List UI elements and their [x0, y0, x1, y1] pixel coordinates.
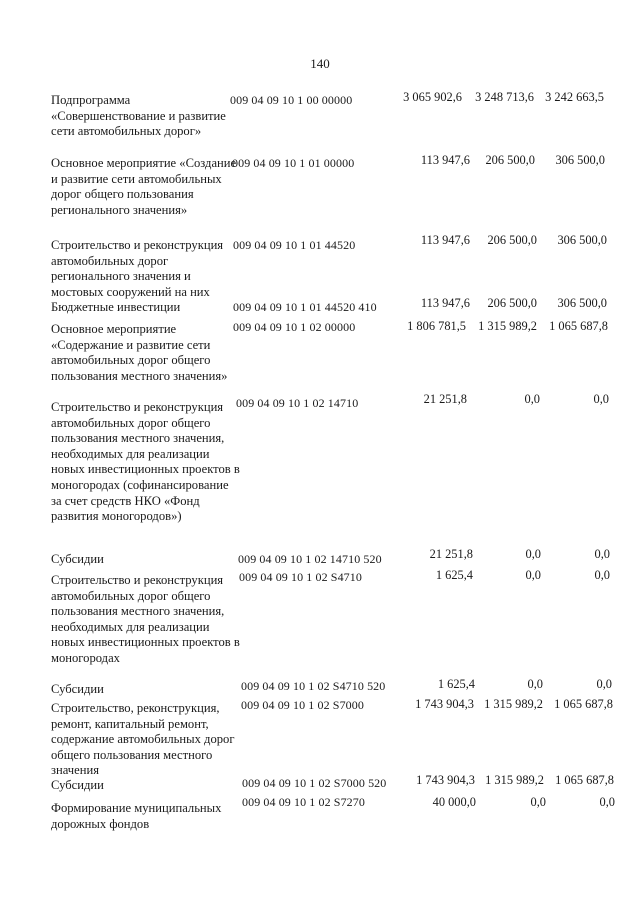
page-number: 140	[310, 56, 330, 71]
row-name: Субсидии	[51, 552, 104, 566]
amount-2019: 1 743 904,3	[415, 697, 474, 711]
row-name: Субсидии	[51, 778, 104, 792]
row-name: Подпрограмма «Совершенствование и развитие сети автомобильных дорог»	[51, 93, 226, 139]
amount-2021: 306 500,0	[555, 153, 605, 167]
amount-2019: 3 065 902,6	[403, 90, 462, 104]
amount-2020: 1 315 989,2	[485, 773, 544, 787]
amount-2020: 0,0	[527, 677, 543, 691]
row-code: 009 04 09 10 1 02 14710 520	[238, 552, 382, 566]
amount-2019: 21 251,8	[423, 392, 467, 406]
amount-2019: 1 625,4	[435, 568, 473, 582]
row-name: Строительство и реконструкция автомобильных дорог регионального значения и мостовых сооружений на них	[51, 238, 224, 299]
amount-2019: 113 947,6	[420, 233, 470, 247]
amount-2020: 206 500,0	[485, 153, 535, 167]
amount-2019: 113 947,6	[420, 153, 470, 167]
row-code: 009 04 09 10 1 02 S4710	[239, 570, 362, 584]
amount-2020: 0,0	[525, 547, 541, 561]
amount-2020: 0,0	[524, 392, 540, 406]
row-name: Строительство, реконструкция, ремонт, капитальный ремонт, содержание автомобильных дорог общего пользования местного значения	[51, 701, 235, 778]
amount-2021: 0,0	[594, 568, 610, 582]
amount-2021: 0,0	[594, 547, 610, 561]
row-code: 009 04 09 10 1 02 00000	[233, 320, 356, 334]
amount-2020: 1 315 989,2	[478, 319, 537, 333]
amount-2019: 1 743 904,3	[416, 773, 475, 787]
amount-2021: 0,0	[599, 795, 615, 809]
amount-2020: 1 315 989,2	[484, 697, 543, 711]
amount-2021: 306 500,0	[557, 296, 607, 310]
amount-2020: 206 500,0	[487, 233, 537, 247]
amount-2021: 1 065 687,8	[555, 773, 614, 787]
amount-2020: 206 500,0	[487, 296, 537, 310]
amount-2021: 0,0	[596, 677, 612, 691]
row-code: 009 04 09 10 1 02 S7000	[241, 698, 364, 712]
row-code: 009 04 09 10 1 02 S7000 520	[242, 776, 387, 790]
row-name: Основное мероприятие «Содержание и развитие сети автомобильных дорог общего пользования местного значения»	[51, 322, 228, 383]
row-code: 009 04 09 10 1 02 S4710 520	[241, 679, 386, 693]
amount-2020: 3 248 713,6	[475, 90, 534, 104]
row-name: Бюджетные инвестиции	[51, 300, 181, 314]
amount-2021: 306 500,0	[557, 233, 607, 247]
row-name: Строительство и реконструкция автомобильных дорог общего пользования местного значения, необходимых для реализации новых инвестиционных проектов в моногородах (софинансирование за счет средств НКО «Фонд развития моногородов»)	[51, 400, 240, 524]
amount-2019: 1 806 781,5	[407, 319, 466, 333]
row-code: 009 04 09 10 1 01 44520 410	[233, 300, 377, 314]
row-code: 009 04 09 10 1 01 44520	[233, 238, 356, 252]
amount-2019: 40 000,0	[432, 795, 476, 809]
amount-2020: 0,0	[530, 795, 546, 809]
amount-2020: 0,0	[525, 568, 541, 582]
row-code: 009 04 09 10 1 02 14710	[236, 396, 359, 410]
amount-2019: 21 251,8	[429, 547, 473, 561]
amount-2021: 1 065 687,8	[549, 319, 608, 333]
amount-2019: 1 625,4	[437, 677, 475, 691]
row-code: 009 04 09 10 1 02 S7270	[242, 795, 365, 809]
row-name: Строительство и реконструкция автомобильных дорог общего пользования местного значения, необходимых для реализации новых инвестиционных проектов в моногородах	[51, 573, 240, 665]
amount-2019: 113 947,6	[420, 296, 470, 310]
amount-2021: 0,0	[593, 392, 609, 406]
row-name: Основное мероприятие «Создание и развитие сети автомобильных дорог общего пользования регионального значения»	[51, 156, 237, 217]
row-code: 009 04 09 10 1 01 00000	[232, 156, 355, 170]
row-name: Субсидии	[51, 682, 104, 696]
row-code: 009 04 09 10 1 00 00000	[230, 93, 353, 107]
amount-2021: 3 242 663,5	[545, 90, 604, 104]
row-name: Формирование муниципальных дорожных фондов	[51, 801, 222, 831]
amount-2021: 1 065 687,8	[554, 697, 613, 711]
